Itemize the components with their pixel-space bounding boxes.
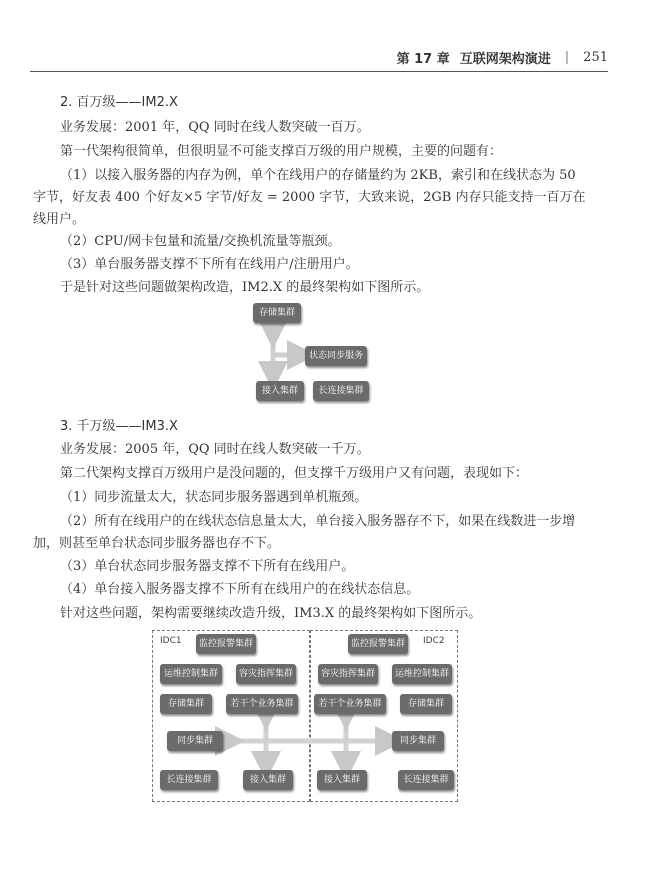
access-cluster-idc1: 接入集群 bbox=[243, 770, 293, 790]
disaster-recovery-cluster-idc2: 容灾指挥集群 bbox=[318, 664, 378, 684]
monitor-alarm-cluster-idc2: 监控报警集群 bbox=[348, 634, 408, 654]
paragraph-line: （3）单台状态同步服务器支撑不下所有在线用户。 bbox=[60, 559, 355, 574]
paragraph-line: 业务发展：2005 年，QQ 同时在线人数突破一千万。 bbox=[60, 442, 370, 457]
paragraph-line: （1）以接入服务器的内存为例，单个在线用户的存储量约为 2KB，索引和在线状态为 50 bbox=[60, 168, 576, 183]
paragraph-line: 线用户。 bbox=[33, 212, 86, 227]
storage-cluster-box: 存储集群 bbox=[253, 303, 301, 323]
storage-cluster-idc2: 存储集群 bbox=[400, 694, 452, 714]
section-heading-im2: 2. 百万级——IM2.X bbox=[60, 95, 178, 110]
state-sync-server-box: 状态同步服务器 bbox=[305, 346, 367, 366]
page-number: 251 bbox=[583, 50, 608, 65]
paragraph-line: （2）CPU/网卡包量和流量/交换机流量等瓶颈。 bbox=[60, 234, 341, 249]
business-clusters-idc2: 若干个业务集群 bbox=[314, 694, 386, 714]
paragraph-line: 于是针对这些问题做架构改造，IM2.X 的最终架构如下图所示。 bbox=[60, 280, 430, 295]
long-connection-cluster-idc2: 长连接集群 bbox=[398, 770, 454, 790]
paragraph-line: （1）同步流量太大，状态同步服务器遇到单机瓶颈。 bbox=[60, 490, 368, 505]
disaster-recovery-cluster-idc1: 容灾指挥集群 bbox=[236, 664, 296, 684]
paragraph-line: （2）所有在线用户的在线状态信息量太大，单台接入服务器存不下，如果在线数进一步增 bbox=[60, 514, 576, 529]
storage-cluster-idc1: 存储集群 bbox=[160, 694, 212, 714]
business-clusters-idc1: 若干个业务集群 bbox=[226, 694, 298, 714]
access-cluster-idc2: 接入集群 bbox=[317, 770, 367, 790]
access-cluster-box: 接入集群 bbox=[256, 381, 304, 401]
paragraph-line: 业务发展：2001 年，QQ 同时在线人数突破一百万。 bbox=[60, 120, 370, 135]
monitor-alarm-cluster-idc1: 监控报警集群 bbox=[196, 634, 256, 654]
paragraph-line: 加，则甚至单台状态同步服务器也存不下。 bbox=[33, 536, 281, 551]
paragraph-line: 针对这些问题，架构需要继续改造升级，IM3.X 的最终架构如下图所示。 bbox=[60, 606, 482, 621]
idc2-label: IDC2 bbox=[423, 636, 445, 646]
sync-cluster-idc2: 同步集群 bbox=[392, 731, 444, 751]
paragraph-line: （4）单台接入服务器支撑不下所有在线用户的在线状态信息。 bbox=[60, 582, 420, 597]
long-connection-cluster-idc1: 长连接集群 bbox=[160, 770, 218, 790]
ops-control-cluster-idc1: 运维控制集群 bbox=[160, 664, 222, 684]
paragraph-line: 字节，好友表 400 个好友×5 字节/好友 = 2000 字节，大致来说，2GB 内存只能支持一百万在 bbox=[33, 190, 586, 205]
ops-control-cluster-idc2: 运维控制集群 bbox=[392, 664, 452, 684]
paragraph-line: 第一代架构很简单，但很明显不可能支撑百万级的用户规模，主要的问题有： bbox=[60, 144, 503, 159]
long-connection-cluster-box: 长连接集群 bbox=[313, 381, 369, 401]
header-separator: | bbox=[564, 50, 570, 65]
paragraph-line: （3）单台服务器支撑不下所有在线用户/注册用户。 bbox=[60, 257, 359, 272]
paragraph-line: 第二代架构支撑百万级用户是没问题的，但支撑千万级用户又有问题，表现如下： bbox=[60, 466, 529, 481]
section-heading-im3: 3. 千万级——IM3.X bbox=[60, 419, 178, 434]
idc1-label: IDC1 bbox=[160, 636, 182, 646]
chapter-label: 第 17 章 bbox=[396, 52, 450, 67]
sync-cluster-idc1: 同步集群 bbox=[167, 731, 223, 751]
chapter-title: 互联网架构演进 bbox=[459, 52, 551, 67]
